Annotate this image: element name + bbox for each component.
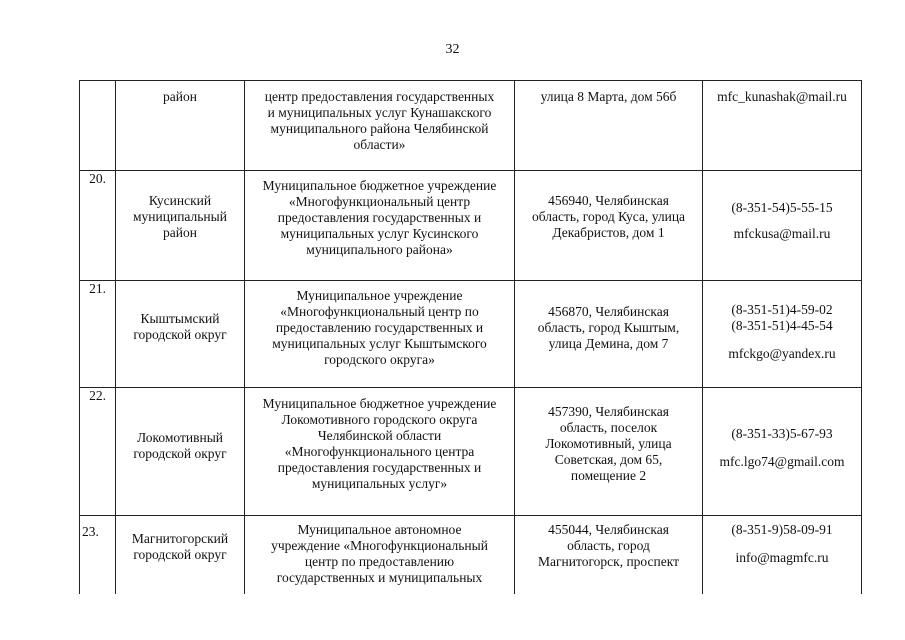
address-line: Локомотивный, улица <box>545 436 672 451</box>
organization-line: центр по предоставлению <box>304 554 455 569</box>
organization-line: муниципальных услуг Кусинского <box>280 226 479 241</box>
row-number: 21. <box>89 281 106 296</box>
organization-cell <box>245 171 515 281</box>
contacts-cell <box>703 516 862 594</box>
organization-line: городского округа» <box>324 352 435 367</box>
organization-line: государственных и муниципальных <box>276 570 483 585</box>
district-cell <box>116 516 245 594</box>
district-line: Кыштымский <box>140 311 220 326</box>
address-line: 456940, Челябинская <box>548 193 669 208</box>
district-line: городской округ <box>133 327 227 342</box>
address-line: улица 8 Марта, дом 56б <box>540 89 677 104</box>
organization-line: центр предоставления государственных <box>264 89 495 104</box>
district-line: район <box>163 89 197 104</box>
district-line: Локомотивный <box>136 430 224 445</box>
row-number: 22. <box>89 388 106 403</box>
row-number-cell <box>80 81 116 171</box>
address-cell <box>515 516 703 594</box>
contacts-cell <box>703 81 862 171</box>
address-line: помещение 2 <box>570 468 647 483</box>
address-cell <box>515 281 703 388</box>
district-line: район <box>163 225 197 240</box>
table-row <box>80 81 862 171</box>
organization-line: Муниципальное учреждение <box>296 288 463 303</box>
row-number-cell <box>80 388 116 516</box>
organization-cell <box>245 516 515 594</box>
row-number-cell <box>80 516 116 594</box>
address-cell <box>515 388 703 516</box>
organization-line: предоставления государственных и <box>277 460 482 475</box>
address-line: Магнитогорск, проспект <box>537 554 679 569</box>
organization-line: Муниципальное бюджетное учреждение <box>262 396 497 411</box>
organization-line: муниципального района» <box>306 242 453 257</box>
address-line: 457390, Челябинская <box>548 404 669 419</box>
table-row <box>80 281 862 388</box>
email-text: info@magmfc.ru <box>735 550 829 565</box>
address-line: Советская, дом 65, <box>554 452 663 467</box>
address-line: 455044, Челябинская <box>548 522 669 537</box>
email-text: mfckgo@yandex.ru <box>728 346 836 361</box>
organization-line: Локомотивного городского округа <box>281 412 478 427</box>
phone-text: (8-351-54)5-55-15 <box>731 200 833 215</box>
district-line: городской округ <box>133 547 227 562</box>
phone-text: (8-351-51)4-45-54 <box>731 318 833 333</box>
organization-line: муниципальных услуг Кыштымского <box>272 336 487 351</box>
organization-line: и муниципальных услуг Кунашакского <box>267 105 492 120</box>
phone-text: (8-351-9)58-09-91 <box>731 522 833 537</box>
organization-cell <box>245 81 515 171</box>
organization-cell <box>245 388 515 516</box>
address-cell <box>515 81 703 171</box>
contacts-cell <box>703 388 862 516</box>
organization-line: «Многофункционального центра <box>284 444 475 459</box>
organization-line: Муниципальное бюджетное учреждение <box>262 178 497 193</box>
organization-line: предоставления государственных и <box>277 210 482 225</box>
mfc-table <box>79 80 862 594</box>
phone-text: (8-351-51)4-59-02 <box>731 302 833 317</box>
organization-line: Муниципальное автономное <box>297 522 462 537</box>
address-cell <box>515 171 703 281</box>
email-text: mfc_kunashak@mail.ru <box>717 89 847 104</box>
address-line: область, поселок <box>559 420 658 435</box>
contacts-cell <box>703 171 862 281</box>
row-number: 20. <box>89 171 106 186</box>
district-line: Кусинский <box>148 193 212 208</box>
address-line: область, город Куса, улица <box>531 209 686 224</box>
address-line: улица Демина, дом 7 <box>548 336 669 351</box>
organization-line: Челябинской области <box>317 428 442 443</box>
contacts-cell <box>703 281 862 388</box>
organization-line: муниципального района Челябинской <box>270 121 489 136</box>
district-cell <box>116 388 245 516</box>
row-number-cell <box>80 171 116 281</box>
email-text: mfckusa@mail.ru <box>733 226 831 241</box>
district-line: Магнитогорский <box>131 531 229 546</box>
address-line: область, город Кыштым, <box>537 320 680 335</box>
district-cell <box>116 281 245 388</box>
address-line: область, город <box>567 538 650 553</box>
table-row <box>80 171 862 281</box>
address-line: 456870, Челябинская <box>548 304 669 319</box>
row-number: 23. <box>82 524 99 539</box>
organization-line: области» <box>353 137 406 152</box>
organization-line: муниципальных услуг» <box>311 476 448 491</box>
table-row <box>80 388 862 516</box>
organization-line: «Многофункциональный центр по <box>280 304 479 319</box>
organization-cell <box>245 281 515 388</box>
table-row <box>80 516 862 594</box>
organization-line: «Многофункциональный центр <box>288 194 471 209</box>
district-cell <box>116 171 245 281</box>
district-cell <box>116 81 245 171</box>
row-number-cell <box>80 281 116 388</box>
email-text: mfc.lgo74@gmail.com <box>719 454 845 469</box>
organization-line: предоставлению государственных и <box>275 320 484 335</box>
phone-text: (8-351-33)5-67-93 <box>731 426 833 441</box>
organization-line: учреждение «Многофункциональный <box>271 538 488 553</box>
district-line: муниципальный <box>133 209 227 224</box>
page-number: 32 <box>445 42 460 57</box>
address-line: Декабристов, дом 1 <box>552 225 665 240</box>
district-line: городской округ <box>133 446 227 461</box>
